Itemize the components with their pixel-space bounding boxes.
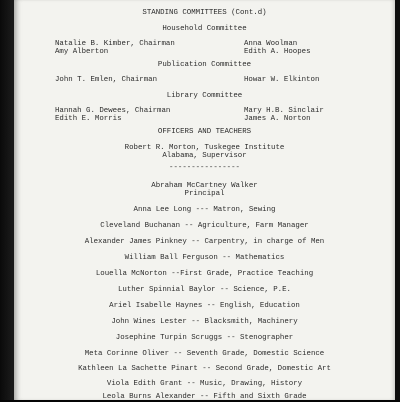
library-member: James A. Norton	[244, 115, 311, 123]
page-heading: STANDING COMMITTEES (Cont.d)	[142, 9, 267, 17]
staff-entry: John Wines Lester -- Blacksmith, Machinery	[111, 318, 298, 326]
supervisor-line: Robert R. Morton, Tuskegee Institute	[124, 144, 285, 152]
staff-entry: Luther Spinnial Baylor -- Science, P.E.	[118, 286, 291, 294]
staff-entry: Anna Lee Long --- Matron, Sewing	[133, 206, 276, 214]
staff-entry: Viola Edith Grant -- Music, Drawing, History	[106, 380, 303, 388]
staff-entry: Louella McNorton --First Grade, Practice Teaching	[95, 270, 314, 278]
staff-entry: Alexander James Pinkney -- Carpentry, in charge of Men	[84, 238, 325, 246]
household-member: Amy Alberton	[55, 48, 109, 56]
staff-entry: Kathleen La Sachette Pinart -- Second Grade, Domestic Art	[78, 365, 331, 373]
staff-entry: Ariel Isabelle Haynes -- English, Education	[109, 302, 300, 310]
principal-title: Principal	[184, 190, 225, 198]
officers-heading: OFFICERS AND TEACHERS	[157, 128, 252, 136]
library-member: Mary H.B. Sinclair	[244, 107, 324, 115]
library-member: Hannah G. Dewees, Chairman	[55, 107, 171, 115]
staff-entry: Josephine Turpin Scruggs -- Stenographer	[115, 334, 294, 342]
document-page	[14, 0, 395, 400]
principal-name: Abraham McCartney Walker	[151, 182, 258, 190]
supervisor-line: Alabama, Supervisor	[162, 152, 247, 160]
library-committee-title: Library Committee	[166, 92, 243, 100]
household-committee-title: Household Committee	[162, 25, 247, 33]
library-member: Edith E. Morris	[55, 115, 122, 123]
divider: ----------------	[169, 164, 240, 172]
household-member: Edith A. Hoopes	[244, 48, 311, 56]
household-member: Anna Woolman	[244, 40, 298, 48]
staff-entry: Meta Corinne Oliver -- Seventh Grade, Domestic Science	[84, 350, 325, 358]
staff-entry: William Ball Ferguson -- Mathematics	[124, 254, 285, 262]
publication-member: John T. Emlen, Chairman	[55, 76, 158, 84]
household-member: Natalie B. Kimber, Chairman	[55, 40, 175, 48]
staff-entry: Cleveland Buchanan -- Agriculture, Farm Manager	[100, 222, 309, 230]
publication-member: Howar W. Elkinton	[244, 76, 320, 84]
publication-committee-title: Publication Committee	[157, 61, 252, 69]
staff-entry: Leola Burns Alexander -- Fifth and Sixth Grade	[102, 393, 307, 401]
